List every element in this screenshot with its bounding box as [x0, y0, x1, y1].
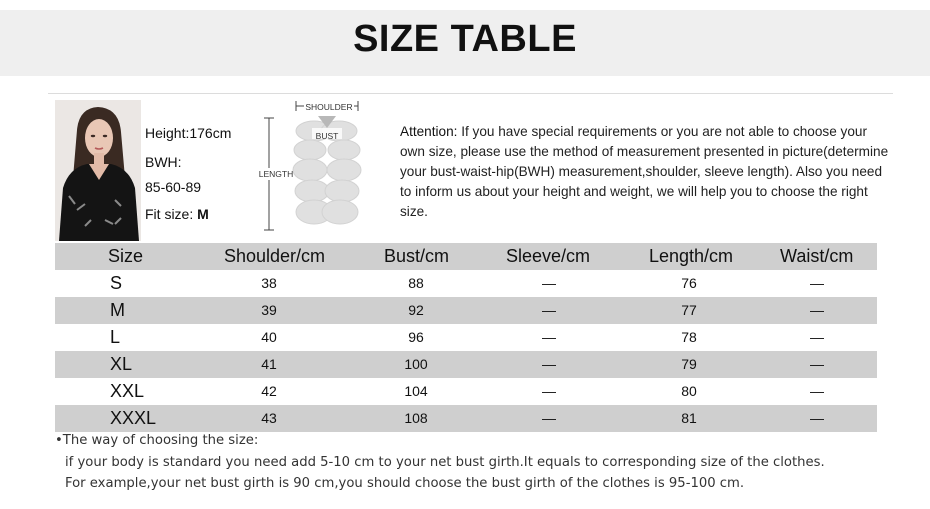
bust-value: 104 — [404, 383, 428, 399]
length-value: 78 — [681, 329, 697, 345]
model-fit — [145, 207, 209, 221]
length-value: 76 — [681, 275, 697, 291]
header-shoulder: Shoulder/cm — [224, 246, 326, 266]
sleeve-value: — — [542, 356, 556, 372]
length-label: LENGTH — [258, 169, 294, 179]
table-row — [55, 378, 877, 405]
notes-line: For example,your net bust girth is 90 cm,you should choose the bust girth of the clothes is 95-100 cm. — [65, 476, 745, 491]
shoulder-value: 39 — [261, 302, 277, 318]
table-header-row — [55, 243, 877, 270]
table-row — [55, 324, 877, 351]
table-row — [55, 405, 877, 432]
length-value: 79 — [681, 356, 697, 372]
model-height: Height:176cm — [145, 125, 232, 141]
header-bust: Bust/cm — [384, 246, 450, 266]
shoulder-value: 41 — [261, 356, 277, 372]
table-row — [55, 351, 877, 378]
table-row — [55, 270, 877, 297]
length-value: 77 — [681, 302, 697, 318]
waist-value: — — [810, 275, 824, 291]
size-value: XL — [110, 354, 133, 374]
attention-label: Attention: — [400, 124, 458, 139]
size-value: L — [110, 327, 121, 347]
waist-value: — — [810, 302, 824, 318]
sleeve-value: — — [542, 275, 556, 291]
notes-line: if your body is standard you need add 5-10 cm to your net bust girth.It equals to corresponding size of the clothes. — [65, 455, 825, 470]
sleeve-value: — — [542, 329, 556, 345]
header-sleeve: Sleeve/cm — [506, 246, 591, 266]
size-value: XXL — [110, 381, 145, 401]
table-row — [55, 297, 877, 324]
bust-value: 96 — [408, 329, 424, 345]
fit-size-label: Fit size: — [145, 206, 194, 222]
waist-value: — — [810, 383, 824, 399]
waist-value: — — [810, 410, 824, 426]
model-bwh-label: BWH: — [145, 154, 182, 170]
page-title: SIZE TABLE — [353, 18, 577, 60]
shoulder-value: 42 — [261, 383, 277, 399]
bust-value: 92 — [408, 302, 424, 318]
waist-value: — — [810, 356, 824, 372]
header-size: Size — [108, 246, 144, 266]
divider — [48, 93, 893, 94]
model-bwh-value: 85-60-89 — [145, 179, 202, 195]
sleeve-value: — — [542, 410, 556, 426]
shoulder-value: 38 — [261, 275, 277, 291]
bust-label: BUST — [315, 131, 339, 141]
size-value: S — [110, 273, 123, 293]
length-value: 81 — [681, 410, 697, 426]
shoulder-value: 40 — [261, 329, 277, 345]
size-value: XXXL — [110, 408, 157, 428]
sleeve-value: — — [542, 302, 556, 318]
attention-text: If you have special requirements or you are not able to choose your own size, please use the method of measurement presented in picture(determine your bust-waist-hip(BWH) measurement,shoulder, sleeve length). Also you need to inform us about your height and weight, we will help you to choose the right size. — [400, 124, 889, 219]
bust-value: 88 — [408, 275, 424, 291]
size-value: M — [110, 300, 125, 320]
length-value: 80 — [681, 383, 697, 399]
header-length: Length/cm — [649, 246, 734, 266]
bust-value: 108 — [404, 410, 428, 426]
sleeve-value: — — [542, 383, 556, 399]
header-waist: Waist/cm — [780, 246, 854, 266]
waist-value: — — [810, 329, 824, 345]
model-photo — [55, 100, 141, 241]
fit-size-value: M — [197, 206, 209, 222]
shoulder-value: 43 — [261, 410, 277, 426]
measurement-diagram — [252, 98, 376, 241]
bust-value: 100 — [404, 356, 428, 372]
attention-note — [400, 122, 890, 222]
shoulder-label: SHOULDER — [305, 102, 353, 112]
model-photo-illustration — [55, 100, 141, 241]
notes-heading: •The way of choosing the size: — [55, 433, 259, 448]
